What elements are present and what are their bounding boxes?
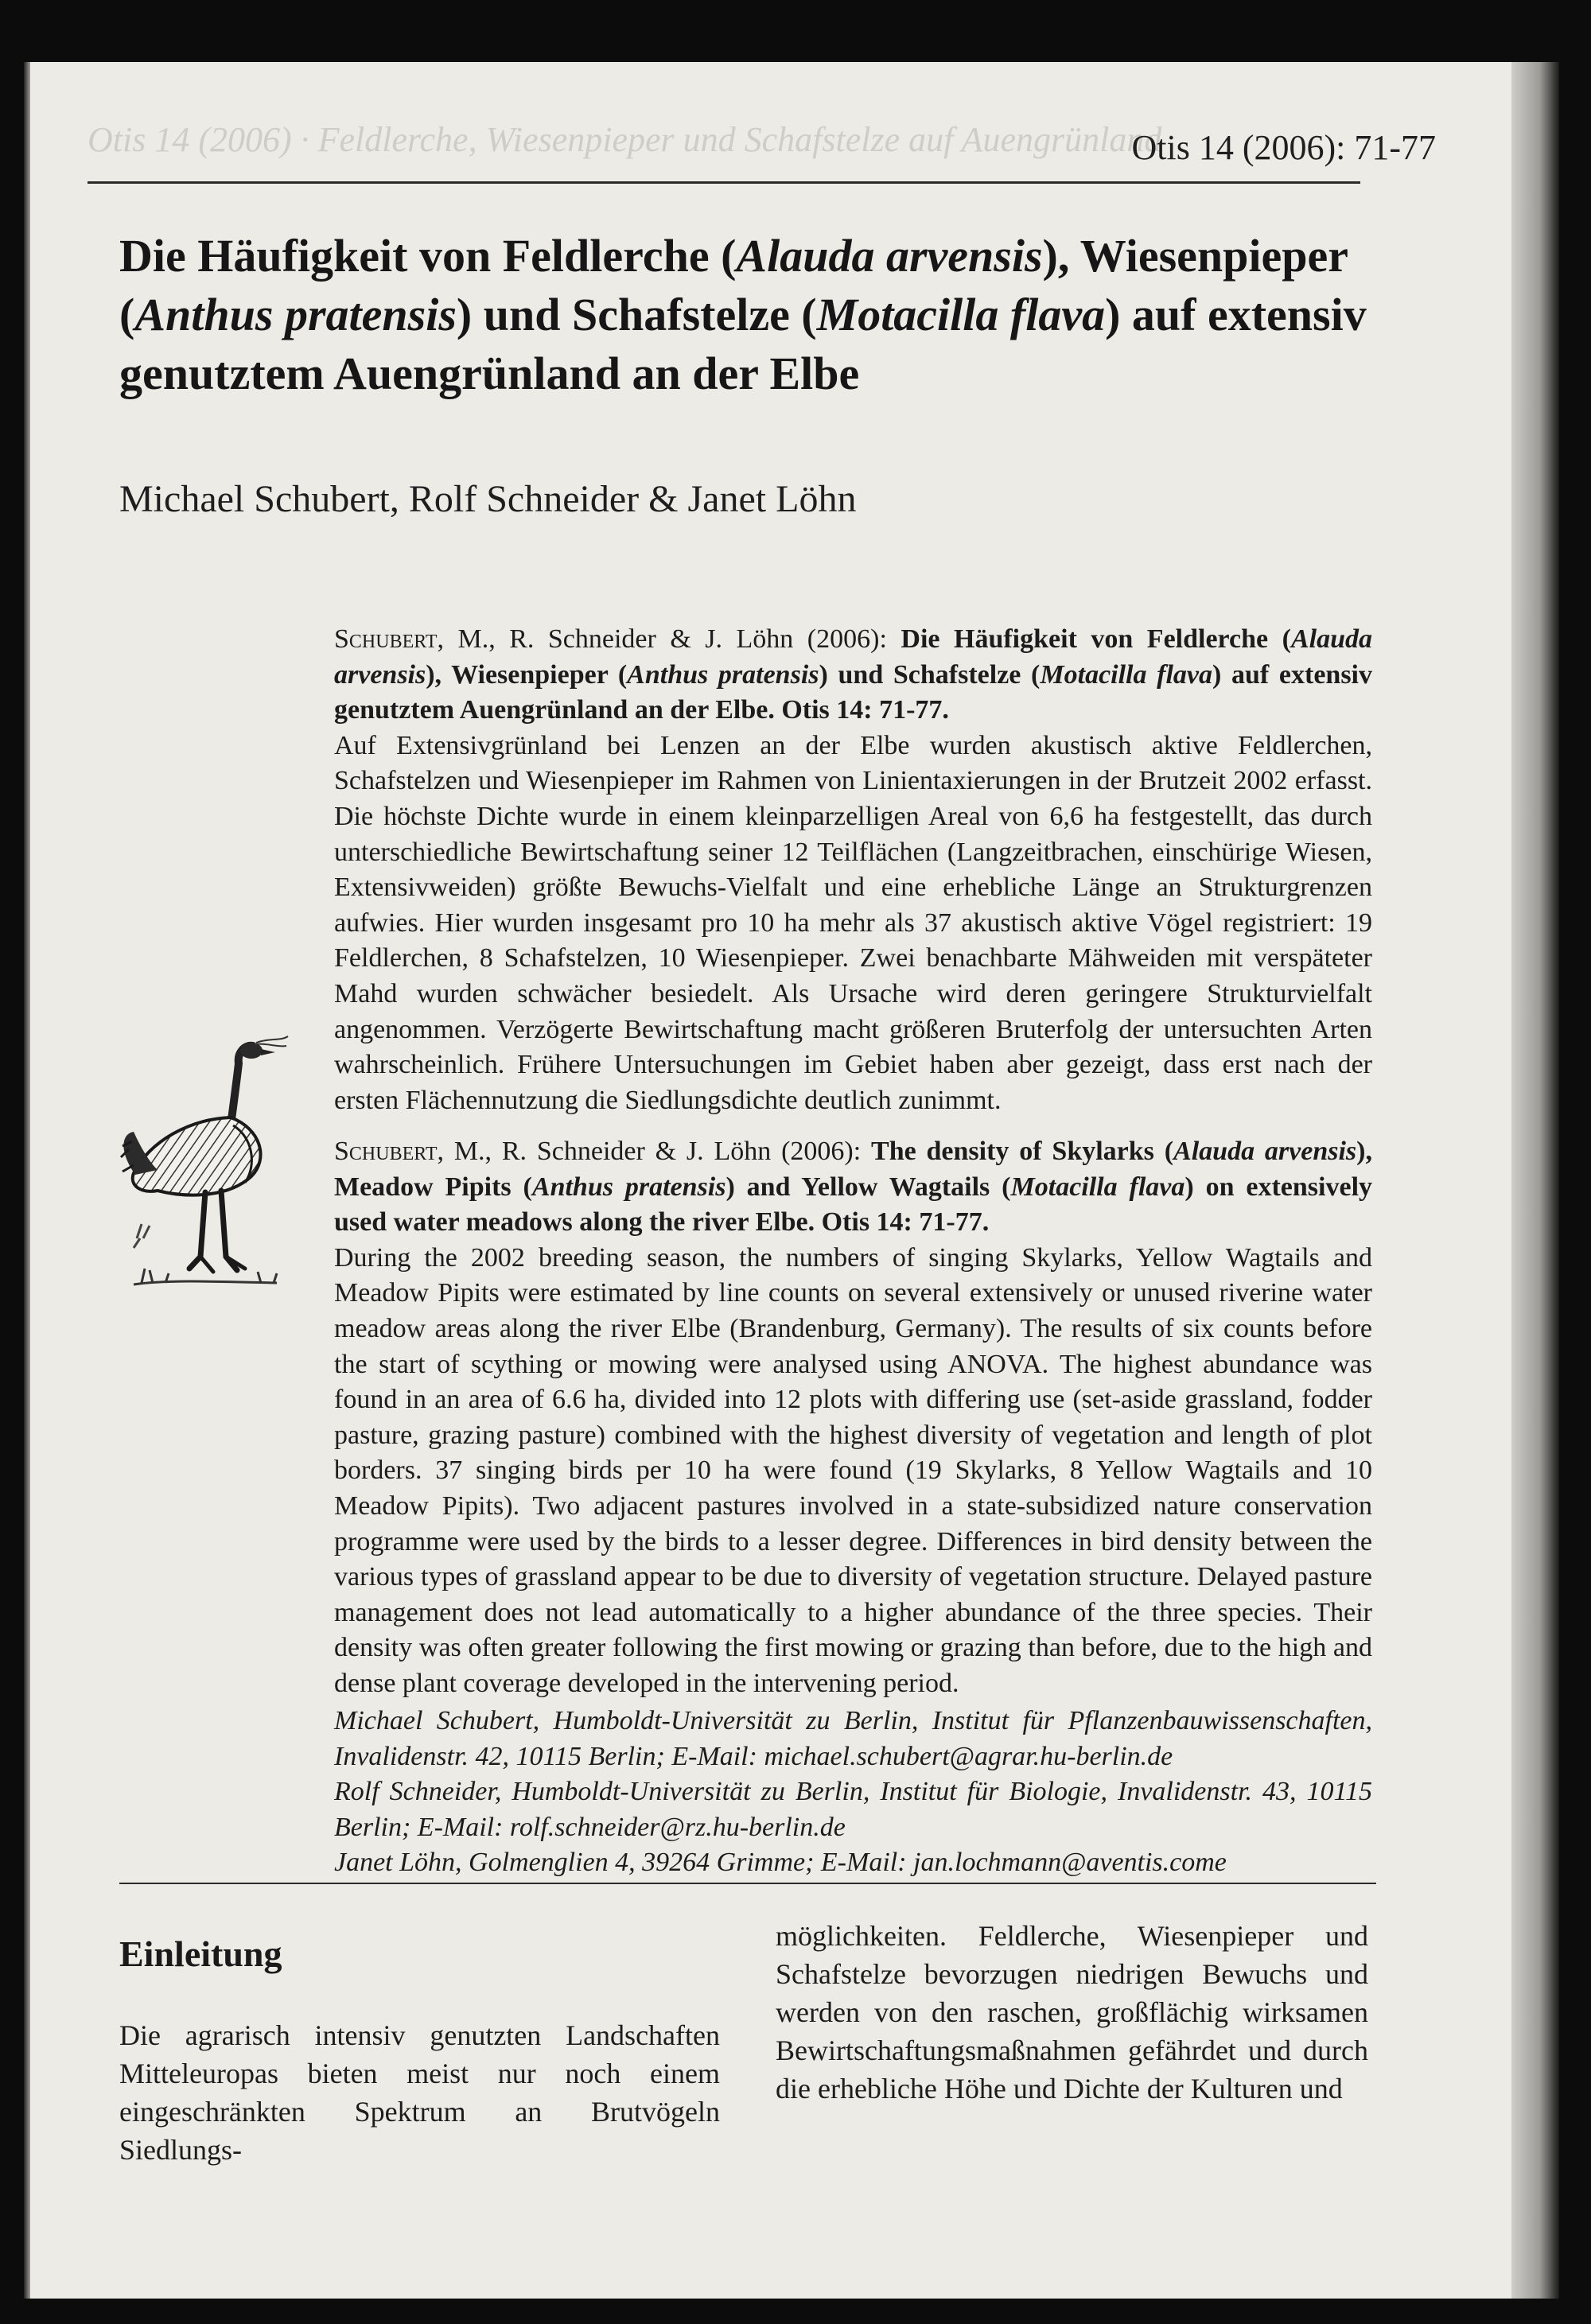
section-heading-einleitung: Einleitung — [119, 1933, 282, 1974]
address-schubert: Michael Schubert, Humboldt-Universität zu Berlin, Institut für Pflanzenbauwissenschaften, Invalidenstr. 42, 10115 Berlin; E-Mail: michael.schubert@agrar.hu-berlin.de — [334, 1706, 1372, 1771]
abstract-english-text: During the 2002 breeding season, the numbers of singing Skylarks, Yellow Wagtails and Meadow Pipits were estimated by line counts on several extensively or unused riverine water meadow areas along the river Elbe (Brandenburg, Germany). The results of six counts before the start of scything or mowing were analysed using ANOVA. The highest abundance was found in an area of 6.6 ha, divided into 12 plots with differing use (set-aside grassland, fodder pasture, grazing pasture) combined with the highest diversity of vegetation and length of plot borders. 37 singing birds per 10 ha were found (19 Skylarks, 8 Yellow Wagtails and 10 Meadow Pipits). Two adjacent pastures involved in a state-subsidized nature conservation programme were used by the birds to a lesser degree. Differences in bird density between the various types of grassland appear to be due to diversity of vegetation structure. Delayed pasture management does not lead automatically to a higher abundance of the three species. Their density was often greater following the first mowing or grazing than before, due to the high and dense plant coverage developed in the intervening period. — [334, 1242, 1372, 1698]
journal-citation: Otis 14 (2006): 71-77 — [1131, 128, 1436, 167]
section-rule — [119, 1883, 1376, 1884]
bustard-illustration-icon — [118, 1030, 325, 1300]
intro-column-left: Die agrarisch intensiv genutzten Landschaften Mitteleuropas bieten meist nur noch einem eingeschränkten Spektrum an Brutvögeln Siedlungs- — [119, 2019, 720, 2166]
article-authors: Michael Schubert, Rolf Schneider & Janet Löhn — [119, 478, 857, 520]
header-rule — [88, 181, 1360, 184]
address-schneider: Rolf Schneider, Humboldt-Universität zu Berlin, Institut für Biologie, Invalidenstr. 43, 10115 Berlin; E-Mail: rolf.schneider@rz.hu-berlin.de — [334, 1777, 1372, 1842]
page-binding-shadow — [1511, 62, 1559, 2299]
abstract-english — [334, 1134, 1372, 1702]
address-loehn: Janet Löhn, Golmenglien 4, 39264 Grimme; E-Mail: jan.lochmann@aventis.come — [334, 1848, 1227, 1878]
author-addresses — [334, 1704, 1372, 1881]
abstract-german-text: Auf Extensivgrünland bei Lenzen an der Elbe wurden akustisch aktive Feldlerchen, Schafstelzen und Wiesenpieper im Rahmen von Linientaxierungen in der Brutzeit 2002 erfasst. Die höchste Dichte wurde in einem kleinparzelligen Areal von 6,6 ha festgestellt, das durch unterschiedliche Bewirtschaftung seiner 12 Teilflächen (Langzeitbrachen, einschürige Wiesen, Extensivweiden) größte Bewuchs-Vielfalt und eine erhebliche Länge an Strukturgrenzen aufwies. Hier wurden insgesamt pro 10 ha mehr als 37 akustisch aktive Vögel registriert: 19 Feldlerchen, 8 Schafstelzen, 10 Wiesenpieper. Zwei benachbarte Mähweiden mit verspäteter Mahd wurden schwächer besiedelt. Als Ursache wird deren geringere Strukturvielfalt angenommen. Verzögerte Bewirtschaftung macht größeren Bruterfolg der untersuchten Arten wahrscheinlich. Frühere Untersuchungen im Gebiet haben aber gezeigt, dass erst nach der ersten Flächennutzung die Siedlungsdichte deutlich zunimmt. — [334, 730, 1372, 1115]
abstract-german — [334, 622, 1372, 1118]
intro-column-right: möglichkeiten. Feldlerche, Wiesenpieper und Schafstelze bevorzugen niedrigen Bewuchs und werden von den raschen, großflächig wirksamen Bewirtschaftungsmaßnahmen gefährdet und durch die erhebliche Höhe und Dichte der Kulturen und — [776, 1920, 1368, 2104]
article-title: Die Häufigkeit von Feldlerche (Alauda arvensis), Wiesenpieper (Anthus pratensis) und Schafstelze (Motacilla flava) auf extensiv genutztem Auengrünland an der Elbe — [119, 230, 1367, 399]
abstract-german-citation: Schubert, M., R. Schneider & J. Löhn (2006): Die Häufigkeit von Feldlerche (Alauda arvensis), Wiesenpieper (Anthus pratensis) und Schafstelze (Motacilla flava) auf extensiv genutztem Auengrünland an der Elbe. Otis 14: 71-77. — [334, 624, 1373, 725]
abstract-english-citation: Schubert, M., R. Schneider & J. Löhn (2006): The density of Skylarks (Alauda arvensis), Meadow Pipits (Anthus pratensis) and Yellow Wagtails (Motacilla flava) on extensively used water meadows along the river Elbe. Otis 14: 71-77. — [334, 1137, 1373, 1238]
show-through-text: Otis 14 (2006) · Feldlerche, Wiesenpieper und Schafstelze auf Auengrünland — [88, 120, 1162, 159]
